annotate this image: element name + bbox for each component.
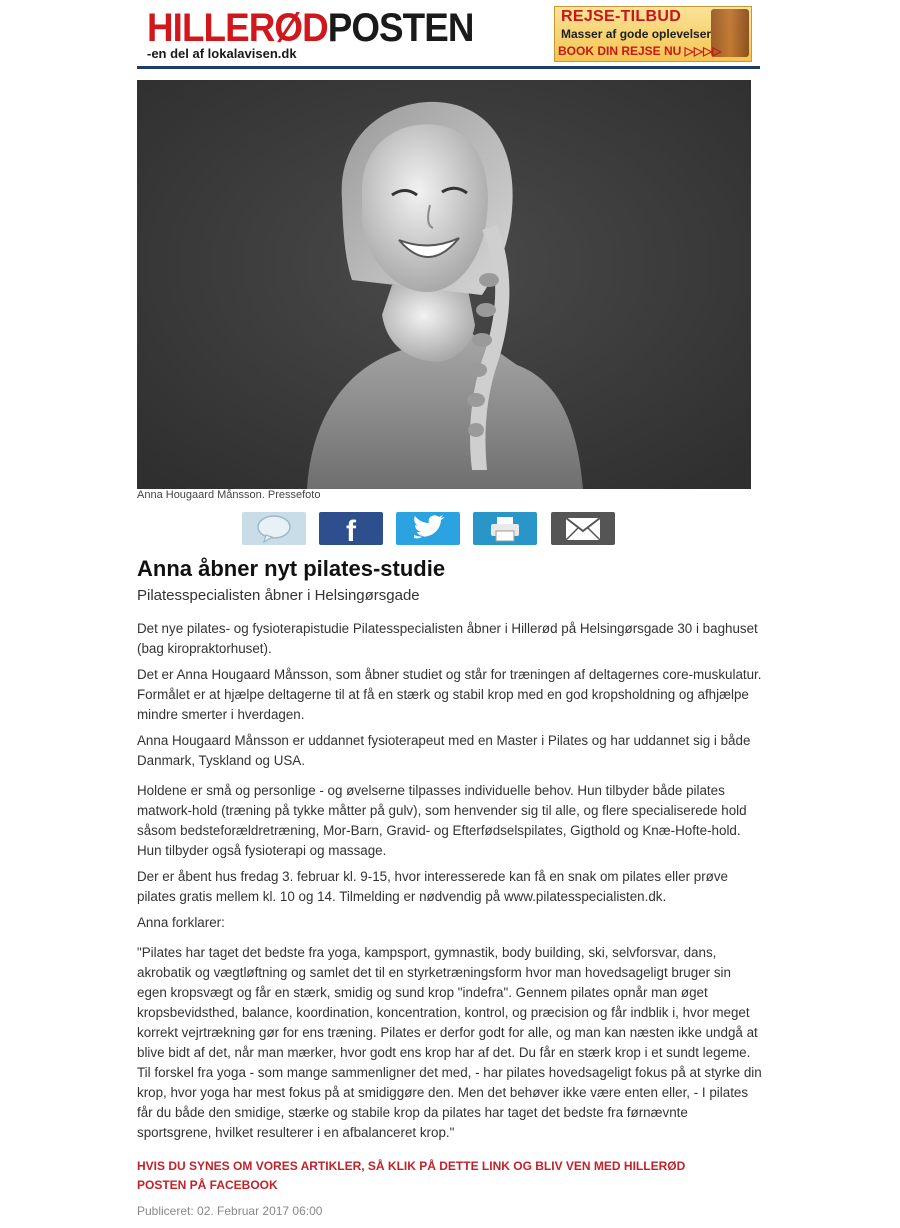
header-divider (137, 66, 760, 69)
article-body (137, 619, 762, 1149)
site-logo[interactable] (147, 6, 502, 61)
photo-caption: Anna Hougaard Månsson. Pressefoto (137, 489, 321, 501)
svg-text:f: f (346, 515, 356, 545)
ad-subtitle: Masser af gode oplevelser (561, 27, 712, 41)
logo-black-text: POSTEN (327, 6, 474, 50)
facebook-follow-link[interactable]: HVIS DU SYNES OM VORES ARTIKLER, SÅ KLIK PÅ DETTE LINK OG BLIV VEN MED HILLERØD POSTEN PÅ FACEBOOK (137, 1159, 686, 1192)
article-photo (137, 80, 751, 489)
article-quote: "Pilates har taget det bedste fra yoga, kampsport, gymnastik, body building, ski, selvforsvar, dans, akrobatik og vægtløftning og samlet det til en styrketræningsform hvor man hovedsageligt bruger sin egen kropsvægt og får en stærk, smidig og sund krop "indefra". Gennem pilates opnår man øget kropsbevidsthed, balance, koordination, koncentration, kontrol, og præcision og får indblik i, hvor meget korrekt vejrtrækning gør for ens træning. Pilates er derfor godt for alle, og man kan næsten ikke undgå at blive bidt af det, når man mærker, hvor godt ens krop har af det. Du får en stærk krop i et sundt legeme. Til forskel fra yoga - som mange sammenligner det med, - har pilates hovedsageligt fokus på at styrke din krop, hvor yoga har mest fokus på at smidiggøre den. Men det behøver ikke være enten eller, - I pilates får du både den smidige, stærke og stabile krop da pilates har taget det bedste fra førnævnte sportsgrene, hvilket resulterer i en afbalanceret krop." (137, 945, 762, 1140)
twitter-share-button[interactable] (396, 512, 460, 545)
logo-wordmark (147, 6, 474, 50)
article-paragraph: Anna forklarer: (137, 915, 225, 930)
logo-tagline: -en del af lokalavisen.dk (147, 46, 297, 61)
article-paragraph: Anna Hougaard Månsson er uddannet fysioterapeut med en Master i Pilates og har uddannet sig i både Danmark, Tyskland og USA. (137, 733, 751, 768)
ad-title: REJSE-TILBUD (561, 8, 682, 25)
article-paragraph: Det nye pilates- og fysioterapistudie Pilatesspecialisten åbner i Hillerød på Helsingørsgade 30 i baghuset (bag kiropraktorhuset). (137, 621, 758, 656)
article-paragraph: Holdene er små og personlige - og øvelserne tilpasses individuelle behov. Hun tilbyder både pilates matwork-hold (træning på tykke måtter på gulv), som henvender sig til alle, og flere specialiserede hold såsom bedsteforældretræning, Mor-Barn, Gravid- og Efterfødselspilates, Gigthold og Knæ-Hofte-hold. Hun tilbyder også fysioterapi og massage. (137, 783, 747, 858)
logo-red-text: HILLERØD (147, 6, 328, 50)
publish-date: Publiceret: 02. Februar 2017 06:00 (137, 1204, 323, 1218)
comment-button[interactable] (242, 512, 306, 545)
twitter-icon (396, 512, 460, 545)
print-button[interactable] (473, 512, 537, 545)
portrait-image (137, 80, 751, 489)
travel-ad-banner[interactable] (554, 6, 752, 62)
facebook-icon (319, 512, 383, 545)
mail-icon (551, 512, 615, 545)
ad-cta: BOOK DIN REJSE NU ▷▷▷▷ (558, 44, 722, 58)
article-subtitle: Pilatesspecialisten åbner i Helsingørsgade (137, 587, 420, 604)
print-icon (473, 512, 537, 545)
site-header (137, 6, 760, 70)
facebook-share-button[interactable] (319, 512, 383, 545)
article-title: Anna åbner nyt pilates-studie (137, 556, 446, 581)
article-paragraph: Det er Anna Hougaard Månsson, som åbner studiet og står for træningen af deltagernes core-muskulatur. Formålet er at hjælpe deltagerne til at få en stærk og stabil krop med en god kropsholdning og afhjælpe mindre smerter i hverdagen. (137, 667, 762, 722)
comment-icon (242, 512, 306, 545)
article-paragraph: Der er åbent hus fredag 3. februar kl. 9-15, hvor interesserede kan få en snak om pilates eller prøve pilates gratis mellem kl. 10 og 14. Tilmelding er nødvendig på www.pilatesspecialisten.dk. (137, 869, 728, 904)
email-share-button[interactable] (551, 512, 615, 545)
